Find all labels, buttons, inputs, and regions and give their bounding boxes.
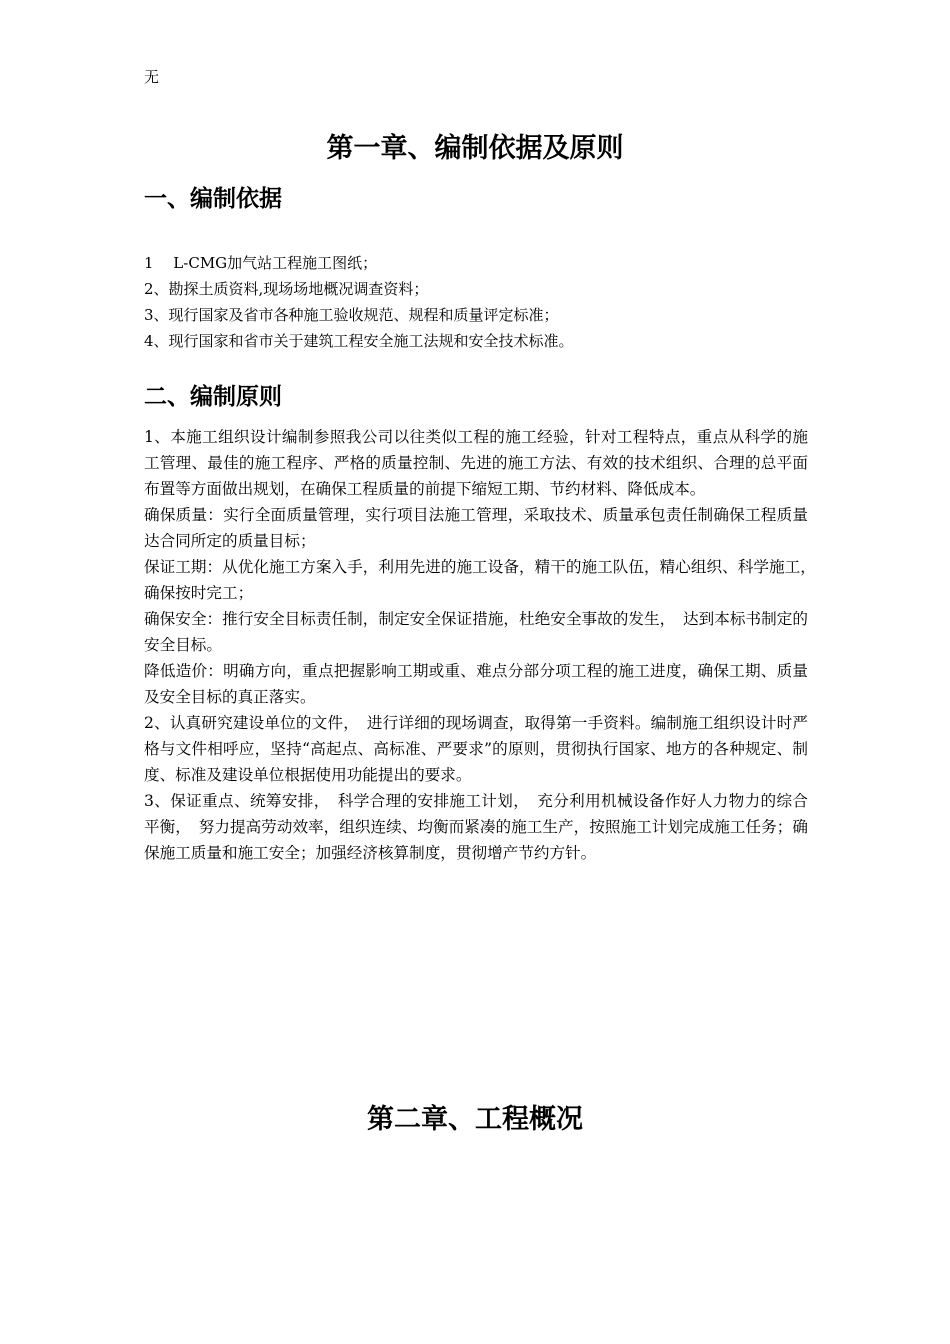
section-basis-title: 一、编制依据 xyxy=(144,186,282,212)
basis-list xyxy=(144,250,814,354)
principle-safety: 确保安全：推行安全目标责任制，制定安全保证措施，杜绝安全事故的发生， 达到本标书制定的安全目标。 xyxy=(144,610,808,654)
basis-item-3: 3、现行国家及省市各种施工验收规范、规程和质量评定标准； xyxy=(144,306,559,324)
section-principles-title: 二、编制原则 xyxy=(144,384,282,410)
basis-item-2: 2、勘探土质资料,现场场地概况调查资料； xyxy=(144,280,429,298)
principle-paragraph-2: 2、认真研究建设单位的文件， 进行详细的现场调查，取得第一手资料。编制施工组织设计时严格与文件相呼应，坚持“高起点、高标准、严要求”的原则，贯彻执行国家、地方的各种规定、制度、标准及建设单位根据使用功能提出的要求。 xyxy=(144,714,808,784)
principles-body xyxy=(144,424,824,866)
chapter-1-title: 第一章、编制依据及原则 xyxy=(326,133,624,164)
basis-item-1: 1 L-CMG加气站工程施工图纸； xyxy=(144,254,378,272)
chapter-2-title: 第二章、工程概况 xyxy=(367,1104,583,1135)
principle-paragraph-3: 3、保证重点、统筹安排， 科学合理的安排施工计划， 充分利用机械设备作好人力物力的综合平衡， 努力提高劳动效率，组织连续、均衡而紧凑的施工生产，按照施工计划完成施工任务；确保施工质量和施工安全；加强经济核算制度，贯彻增产节约方针。 xyxy=(144,792,808,862)
principle-paragraph-1: 1、本施工组织设计编制参照我公司以往类似工程的施工经验，针对工程特点，重点从科学的施工管理、最佳的施工程序、严格的质量控制、先进的施工方法、有效的技术组织、合理的总平面布置等方面做出规划，在确保工程质量的前提下缩短工期、节约材料、降低成本。 xyxy=(144,428,808,498)
header-mark: 无 xyxy=(144,68,160,86)
principle-schedule: 保证工期：从优化施工方案入手，利用先进的施工设备，精干的施工队伍，精心组织、科学施工， 确保按时完工； xyxy=(144,558,824,602)
principle-quality: 确保质量：实行全面质量管理，实行项目法施工管理，采取技术、质量承包责任制确保工程质量达合同所定的质量目标； xyxy=(144,506,808,550)
basis-item-4: 4、现行国家和省市关于建筑工程安全施工法规和安全技术标准。 xyxy=(144,332,574,350)
principle-cost: 降低造价：明确方向，重点把握影响工期或重、难点分部分项工程的施工进度，确保工期、质量及安全目标的真正落实。 xyxy=(144,662,808,706)
